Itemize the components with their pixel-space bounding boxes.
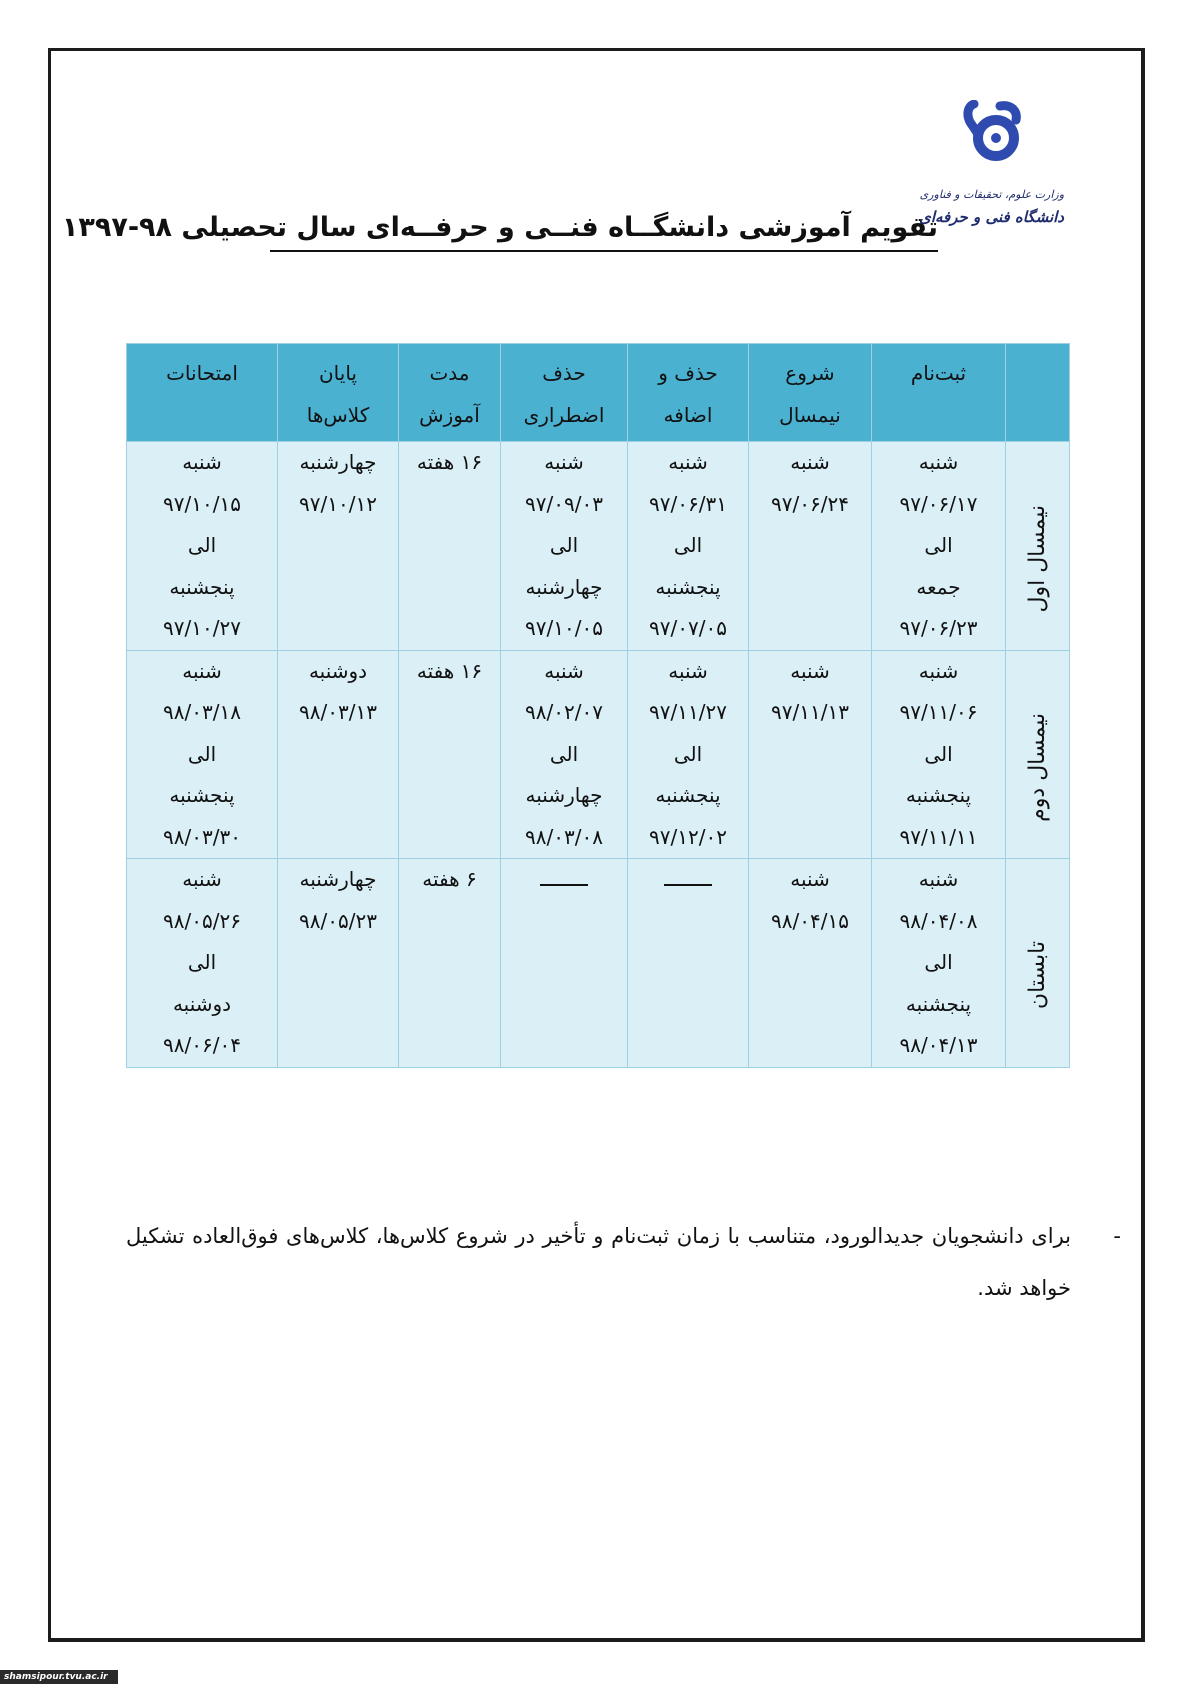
cell-line: الی [549, 533, 579, 557]
cell-line: ۶ هفته [422, 867, 477, 891]
cell-line: ۱۶ هفته [416, 450, 483, 474]
cell-line: شنبه [182, 867, 222, 891]
cell-line: الی [673, 533, 703, 557]
table-header-row [127, 344, 1070, 442]
cell-line: ۹۷/۱۰/۰۵ [525, 616, 603, 640]
table-row [127, 442, 1070, 651]
cell-line: چهارشنبه [525, 574, 603, 599]
header-line: ثبت‌نام [910, 361, 967, 385]
cell-registration [872, 442, 1006, 651]
cell-line: دوشنبه [172, 991, 232, 1016]
cell-line: ۹۸/۰۳/۰۸ [525, 824, 603, 849]
university-name: دانشگاه فنی و حرفه‌ای [919, 208, 1064, 226]
header-line: نیمسال [779, 403, 841, 427]
cell-line: الی [187, 950, 217, 974]
cell-line: شنبه [544, 658, 584, 683]
cell-term-start [749, 650, 872, 859]
header-cell [872, 344, 1006, 442]
cell-line: ۹۷/۰۹/۰۳ [525, 491, 603, 516]
header-cell [127, 344, 278, 442]
page-title: تقویم آموزشی دانشگــاه فنــی و حرفــه‌ای سال تحصیلی ۹۸-۱۳۹۷ [270, 208, 938, 252]
cell-line: ۹۷/۱۱/۱۱ [899, 824, 978, 849]
header-cell [749, 344, 872, 442]
cell-add-drop [628, 442, 749, 651]
row-label-cell [1006, 650, 1070, 859]
header-line: اضطراری [523, 403, 605, 427]
cell-line: چهارشنبه [525, 783, 603, 807]
header-line: مدت [429, 361, 470, 385]
row-label-cell [1006, 442, 1070, 651]
header-line: حذف و [658, 361, 718, 385]
cell-line: شنبه [182, 658, 222, 683]
cell-line: ۹۷/۰۶/۲۳ [899, 616, 978, 640]
header-line: آموزش [419, 403, 480, 427]
cell-exams [127, 442, 278, 651]
cell-line: ۹۷/۱۱/۲۷ [649, 700, 727, 724]
cell-duration [399, 650, 501, 859]
cell-line: ۹۸/۰۶/۰۴ [163, 1033, 241, 1057]
header-cell [628, 344, 749, 442]
cell-line: پنجشنبه [169, 783, 235, 807]
cell-line: شنبه [668, 450, 708, 474]
cell-line: شنبه [918, 658, 959, 683]
cell-line: شنبه [918, 867, 959, 891]
cell-line: الی [549, 741, 579, 766]
cell-line: الی [187, 741, 217, 766]
cell-line: ۹۷/۱۰/۱۲ [299, 491, 377, 516]
header-line: امتحانات [166, 361, 238, 385]
cell-exams [127, 650, 278, 859]
term-label: تابستان [1024, 941, 1050, 1010]
academic-calendar-table [126, 343, 1070, 1068]
cell-line: ۹۸/۰۵/۲۶ [163, 908, 241, 933]
cell-duration [399, 442, 501, 651]
header-cell [278, 344, 399, 442]
ministry-name: وزارت علوم، تحقیقات و فناوری [919, 188, 1064, 201]
cell-line: ۱۶ هفته [416, 658, 483, 683]
header-row-label [1006, 344, 1070, 442]
cell-line: ۹۷/۰۷/۰۵ [649, 616, 727, 640]
cell-classes-end [278, 650, 399, 859]
cell-line: شنبه [790, 450, 830, 474]
cell-add-drop [628, 859, 749, 1068]
cell-line: پنجشنبه [905, 991, 972, 1016]
cell-line: ۹۸/۰۵/۲۳ [299, 908, 377, 933]
row-label-cell [1006, 859, 1070, 1068]
cell-line: الی [924, 950, 953, 974]
empty-dash [664, 884, 712, 886]
cell-line: ۹۷/۰۶/۱۷ [899, 491, 978, 516]
cell-line: الی [924, 533, 953, 557]
cell-line: ۹۸/۰۴/۱۳ [899, 1033, 978, 1057]
cell-line: ۹۷/۱۰/۱۵ [163, 491, 241, 516]
cell-line: ۹۷/۱۱/۱۳ [771, 700, 849, 724]
cell-line: ۹۷/۱۱/۰۶ [899, 700, 978, 724]
cell-line: شنبه [790, 658, 830, 683]
table-row [127, 859, 1070, 1068]
cell-term-start [749, 442, 872, 651]
cell-line: شنبه [918, 450, 959, 474]
cell-line: ۹۸/۰۳/۱۸ [163, 700, 241, 724]
cell-line: شنبه [544, 450, 584, 474]
header-line: حذف [542, 361, 586, 385]
cell-line: ۹۸/۰۳/۱۳ [299, 700, 377, 724]
source-watermark: shamsipour.tvu.ac.ir [0, 1670, 118, 1684]
header-line: پایان [318, 361, 357, 385]
cell-line: چهارشنبه [299, 867, 377, 891]
cell-emergency-drop [501, 650, 628, 859]
term-label: نیمسال اول [1024, 504, 1050, 613]
cell-line: ۹۸/۰۴/۰۸ [899, 908, 978, 933]
cell-line: پنجشنبه [655, 783, 721, 807]
cell-classes-end [278, 442, 399, 651]
cell-line: شنبه [668, 658, 708, 683]
cell-line: شنبه [790, 867, 830, 891]
header-line: کلاس‌ها [306, 403, 370, 427]
cell-line: ۹۷/۰۶/۳۱ [649, 491, 727, 516]
header-line: اضافه [663, 403, 713, 427]
cell-line: ۹۸/۰۴/۱۵ [771, 908, 849, 933]
cell-duration [399, 859, 501, 1068]
cell-emergency-drop [501, 442, 628, 651]
cell-line: الی [673, 741, 703, 766]
cell-term-start [749, 859, 872, 1068]
cell-exams [127, 859, 278, 1068]
cell-classes-end [278, 859, 399, 1068]
cell-line: الی [924, 741, 953, 766]
term-label: نیمسال دوم [1024, 712, 1050, 822]
footnote-bullet: - [1113, 1224, 1121, 1248]
cell-line: شنبه [182, 450, 222, 474]
header-line: شروع [785, 361, 835, 385]
cell-registration [872, 859, 1006, 1068]
empty-dash [540, 884, 588, 886]
footnote-text: برای دانشجویان جدیدالورود، متناسب با زمان ثبت‌نام و تأخیر در شروع کلاس‌ها، کلاس‌های فوق‌العاده تشکیل خواهد شد. [126, 1224, 1071, 1300]
cell-line: پنجشنبه [655, 574, 721, 599]
university-emblem-icon [960, 100, 1024, 168]
cell-registration [872, 650, 1006, 859]
header-cell [399, 344, 501, 442]
header-cell [501, 344, 628, 442]
cell-emergency-drop [501, 859, 628, 1068]
cell-line: جمعه [916, 574, 961, 599]
cell-line: دوشنبه [308, 658, 368, 683]
cell-line: پنجشنبه [169, 574, 235, 599]
university-logo [919, 100, 1064, 240]
cell-line: ۹۷/۱۲/۰۲ [649, 824, 727, 849]
footnote [126, 1210, 1121, 1314]
cell-line: الی [187, 533, 217, 557]
cell-line: ۹۷/۱۰/۲۷ [163, 616, 241, 640]
cell-line: چهارشنبه [299, 450, 377, 474]
cell-line: پنجشنبه [905, 783, 972, 807]
cell-line: ۹۷/۰۶/۲۴ [771, 491, 849, 516]
cell-line: ۹۸/۰۳/۳۰ [163, 824, 241, 849]
cell-line: ۹۸/۰۲/۰۷ [525, 700, 603, 724]
table-row [127, 650, 1070, 859]
cell-add-drop [628, 650, 749, 859]
